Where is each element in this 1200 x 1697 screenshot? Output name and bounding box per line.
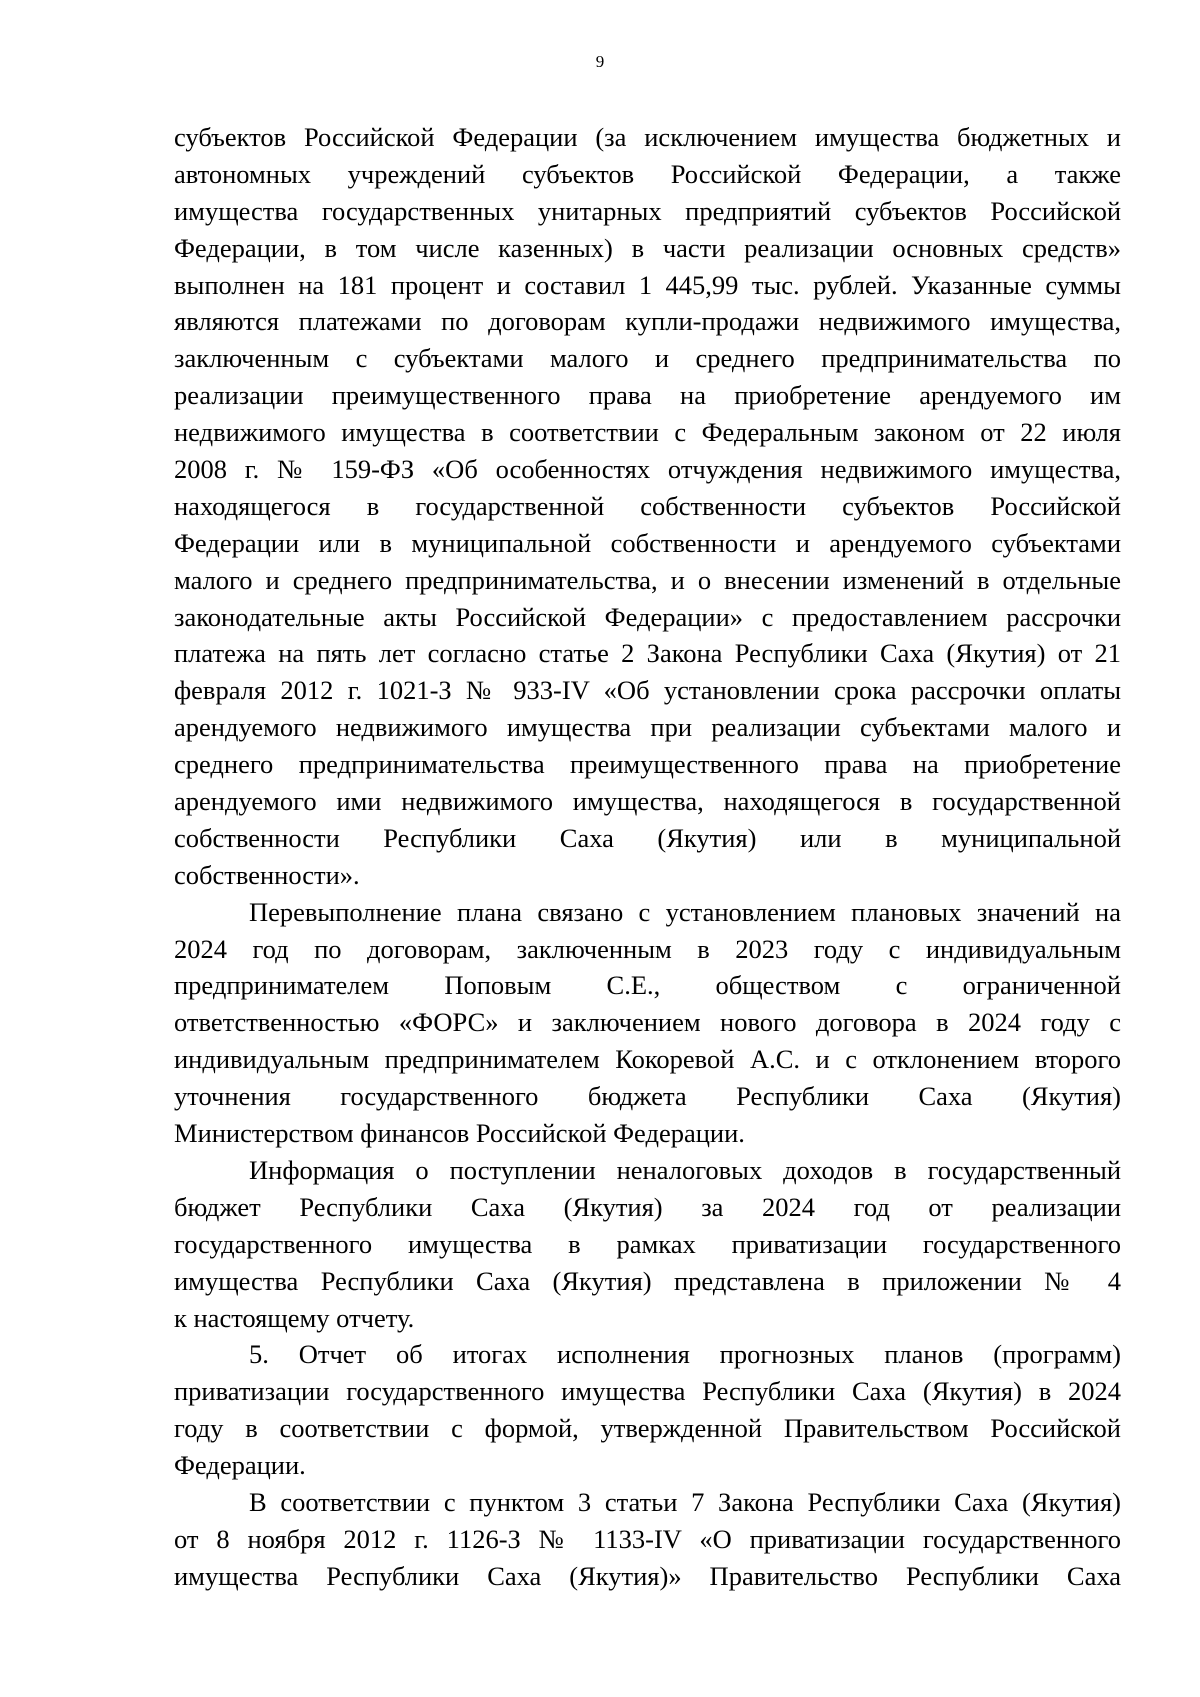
text-line: 2008 г. № 159-ФЗ «Об особенностях отчуждения недвижимого имущества,	[174, 454, 1121, 485]
text-line: собственности».	[174, 859, 360, 890]
text-line: имущества Республики Саха (Якутия) представлена в приложении № 4	[174, 1265, 1121, 1296]
text-line: году в соответствии с формой, утвержденной Правительством Российской	[174, 1413, 1121, 1444]
text-line: платежа на пять лет согласно статье 2 Закона Республики Саха (Якутия) от 21	[174, 638, 1121, 669]
paragraph-first-line: Перевыполнение плана связано с установлением плановых значений на	[249, 896, 1121, 927]
text-line: среднего предпринимательства преимущественного права на приобретение	[174, 749, 1121, 780]
text-line: заключенным с субъектами малого и среднего предпринимательства по	[174, 343, 1121, 374]
text-line: уточнения государственного бюджета Республики Саха (Якутия)	[174, 1081, 1121, 1112]
body-text	[174, 119, 1121, 1595]
text-line: арендуемого недвижимого имущества при реализации субъектами малого и	[174, 712, 1121, 743]
text-line: февраля 2012 г. 1021-З № 933-IV «Об установлении срока рассрочки оплаты	[174, 675, 1121, 706]
paragraph-first-line: 5. Отчет об итогах исполнения прогнозных планов (программ)	[249, 1339, 1121, 1370]
text-line: арендуемого ими недвижимого имущества, находящегося в государственной	[174, 786, 1121, 817]
text-line: государственного имущества в рамках приватизации государственного	[174, 1228, 1121, 1259]
text-line: индивидуальным предпринимателем Кокоревой А.С. и с отклонением второго	[174, 1044, 1121, 1075]
text-line: к настоящему отчету.	[174, 1302, 415, 1333]
text-line: находящегося в государственной собственности субъектов Российской	[174, 490, 1121, 521]
text-line: реализации преимущественного права на приобретение арендуемого им	[174, 380, 1121, 411]
text-line: являются платежами по договорам купли-продажи недвижимого имущества,	[174, 306, 1121, 337]
text-line: имущества государственных унитарных предприятий субъектов Российской	[174, 195, 1121, 226]
page-number: 9	[595, 52, 605, 71]
paragraph-first-line: Информация о поступлении неналоговых доходов в государственный	[249, 1154, 1121, 1185]
text-line: автономных учреждений субъектов Российской Федерации, а также	[174, 158, 1121, 189]
text-line: от 8 ноября 2012 г. 1126-З № 1133-IV «О приватизации государственного	[174, 1523, 1121, 1554]
text-line: собственности Республики Саха (Якутия) или в муниципальной	[174, 822, 1121, 853]
text-line: ответственностью «ФОРС» и заключением нового договора в 2024 году с	[174, 1007, 1121, 1038]
text-line: недвижимого имущества в соответствии с Федеральным законом от 22 июля	[174, 417, 1121, 448]
text-line: субъектов Российской Федерации (за исключением имущества бюджетных и	[174, 122, 1121, 152]
text-line: бюджет Республики Саха (Якутия) за 2024 год от реализации	[174, 1191, 1121, 1222]
text-line: 2024 год по договорам, заключенным в 2023 году с индивидуальным	[174, 933, 1121, 964]
text-line: Федерации или в муниципальной собственности и арендуемого субъектами	[174, 527, 1121, 558]
text-line: малого и среднего предпринимательства, и о внесении изменений в отдельные	[174, 564, 1121, 595]
text-line: выполнен на 181 процент и составил 1 445,99 тыс. рублей. Указанные суммы	[174, 269, 1121, 300]
text-line: Министерством финансов Российской Федерации.	[174, 1118, 745, 1149]
text-line: Федерации.	[174, 1450, 306, 1481]
text-line: законодательные акты Российской Федерации» с предоставлением рассрочки	[174, 601, 1121, 632]
text-line: приватизации государственного имущества Республики Саха (Якутия) в 2024	[174, 1376, 1121, 1407]
text-line: имущества Республики Саха (Якутия)» Правительство Республики Саха	[174, 1560, 1121, 1591]
text-line: предпринимателем Поповым С.Е., обществом с ограниченной	[174, 970, 1121, 1001]
text-line: Федерации, в том числе казенных) в части реализации основных средств»	[174, 232, 1121, 263]
paragraph-first-line: В соответствии с пунктом 3 статьи 7 Закона Республики Саха (Якутия)	[249, 1486, 1121, 1517]
